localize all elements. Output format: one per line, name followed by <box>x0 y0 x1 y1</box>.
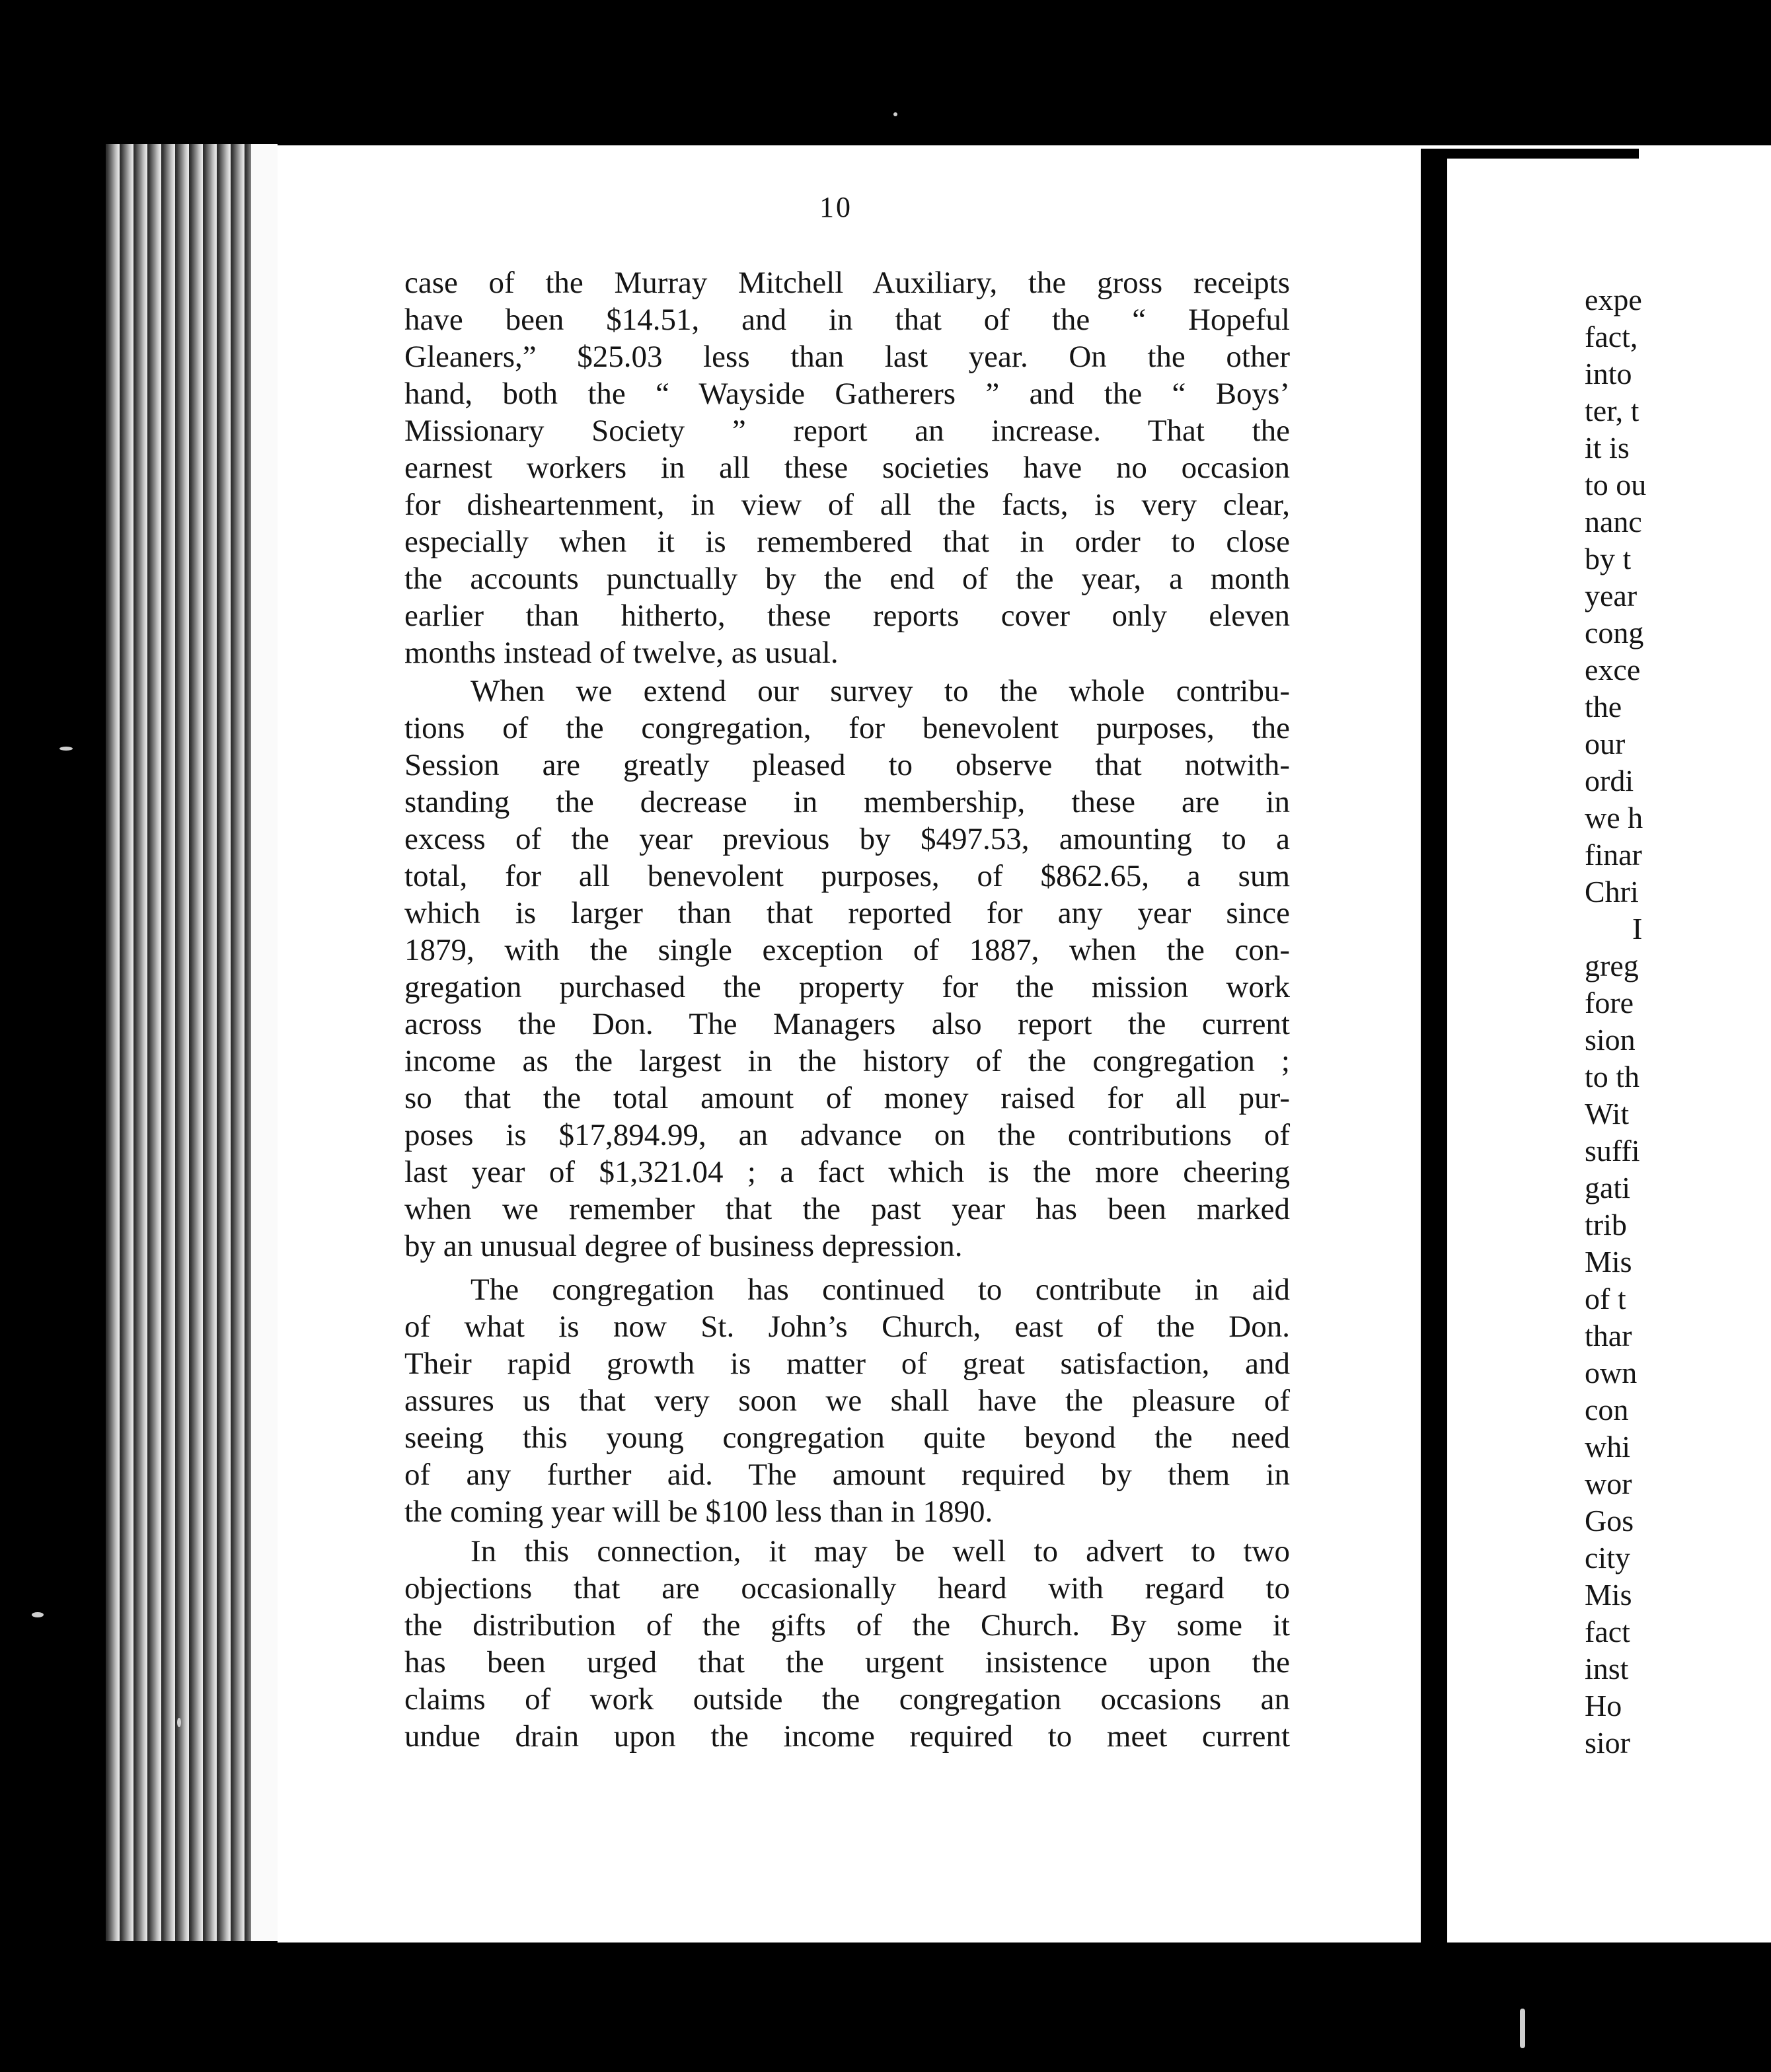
page-number: 10 <box>819 191 852 223</box>
text-fragment: to ou <box>1585 468 1647 501</box>
scan-speck <box>32 1612 44 1617</box>
page-edges <box>106 144 278 1941</box>
text-fragment: expe <box>1585 283 1642 316</box>
text-fragment: Wit <box>1585 1097 1630 1130</box>
text-fragment: I <box>1632 912 1643 945</box>
text-fragment: Ho <box>1585 1689 1622 1722</box>
text-line: have been $14.51, and in that of the “ Hopeful <box>404 303 1290 337</box>
text-line: Gleaners,” $25.03 less than last year. On the other <box>404 340 1290 374</box>
text-line: especially when it is remembered that in order to close <box>404 525 1290 559</box>
text-line: case of the Murray Mitchell Auxiliary, the gross receipts <box>404 266 1290 300</box>
text-fragment: greg <box>1585 949 1639 982</box>
text-line: the accounts punctually by the end of the year, a month <box>404 562 1290 596</box>
text-fragment: con <box>1585 1393 1629 1426</box>
text-fragment: whi <box>1585 1430 1630 1463</box>
text-line: when we remember that the past year has been marked <box>404 1192 1290 1226</box>
text-line: 1879, with the single exception of 1887, when the con- <box>404 933 1290 967</box>
text-fragment: fore <box>1585 986 1634 1019</box>
text-fragment: ter, t <box>1585 394 1639 427</box>
text-line: Session are greatly pleased to observe that notwith- <box>404 748 1290 782</box>
text-fragment: trib <box>1585 1208 1627 1241</box>
text-line: standing the decrease in membership, these are in <box>404 785 1290 819</box>
scan-speck <box>1520 2009 1525 2048</box>
text-line: hand, both the “ Wayside Gatherers ” and the “ Boys’ <box>404 377 1290 411</box>
text-line: which is larger than that reported for any year since <box>404 896 1290 930</box>
text-line: the coming year will be $100 less than in 1890. <box>404 1495 993 1529</box>
text-fragment: into <box>1585 357 1632 390</box>
text-line: Their rapid growth is matter of great satisfaction, and <box>404 1347 1290 1381</box>
text-line: by an unusual degree of business depression. <box>404 1229 963 1263</box>
text-fragment: city <box>1585 1541 1630 1574</box>
text-fragment: we h <box>1585 801 1643 834</box>
scan-speck <box>177 1718 181 1727</box>
text-fragment: fact <box>1585 1615 1630 1648</box>
text-fragment: to th <box>1585 1060 1640 1093</box>
text-line: objections that are occasionally heard with regard to <box>404 1571 1290 1606</box>
text-line: for disheartenment, in view of all the facts, is very clear, <box>404 488 1290 522</box>
text-line: assures us that very soon we shall have the pleasure of <box>404 1384 1290 1418</box>
text-fragment: ordi <box>1585 764 1634 797</box>
text-line: When we extend our survey to the whole contribu- <box>471 674 1290 708</box>
text-line: poses is $17,894.99, an advance on the contributions of <box>404 1118 1290 1152</box>
text-fragment: wor <box>1585 1467 1632 1500</box>
text-fragment: Gos <box>1585 1504 1634 1537</box>
text-fragment: exce <box>1585 653 1641 686</box>
text-line: Missionary Society ” report an increase. That the <box>404 414 1290 448</box>
text-line: last year of $1,321.04 ; a fact which is the more cheering <box>404 1155 1290 1189</box>
text-line: has been urged that the urgent insistence upon the <box>404 1645 1290 1680</box>
text-line: so that the total amount of money raised for all pur- <box>404 1081 1290 1115</box>
text-line: undue drain upon the income required to meet current <box>404 1719 1290 1754</box>
scan-speck <box>59 747 73 751</box>
text-fragment: our <box>1585 727 1626 760</box>
text-line: earnest workers in all these societies have no occasion <box>404 451 1290 485</box>
text-line: The congregation has continued to contribute in aid <box>471 1273 1290 1307</box>
text-line: excess of the year previous by $497.53, amounting to a <box>404 822 1290 856</box>
text-fragment: thar <box>1585 1319 1632 1352</box>
text-line: income as the largest in the history of the congregation ; <box>404 1044 1290 1078</box>
text-fragment: year <box>1585 579 1638 612</box>
text-fragment: sion <box>1585 1023 1636 1056</box>
text-line: of any further aid. The amount required by them in <box>404 1458 1290 1492</box>
text-line: months instead of twelve, as usual. <box>404 636 839 670</box>
text-line: earlier than hitherto, these reports cover only eleven <box>404 599 1290 633</box>
text-fragment: it is <box>1585 431 1630 464</box>
text-fragment: gati <box>1585 1171 1630 1204</box>
text-line: total, for all benevolent purposes, of $862.65, a sum <box>404 859 1290 893</box>
text-fragment: fact, <box>1585 320 1638 353</box>
text-line: across the Don. The Managers also report the current <box>404 1007 1290 1041</box>
text-line: the distribution of the gifts of the Church. By some it <box>404 1608 1290 1643</box>
text-fragment: Chri <box>1585 875 1639 908</box>
text-line: In this connection, it may be well to advert to two <box>471 1534 1290 1569</box>
text-fragment: finar <box>1585 838 1642 871</box>
text-line: tions of the congregation, for benevolent purposes, the <box>404 711 1290 745</box>
text-fragment: suffi <box>1585 1134 1640 1167</box>
text-line: gregation purchased the property for the mission work <box>404 970 1290 1004</box>
text-fragment: inst <box>1585 1652 1629 1685</box>
scan-speck <box>893 112 897 116</box>
text-fragment: nanc <box>1585 505 1642 538</box>
text-fragment: of t <box>1585 1282 1626 1315</box>
text-fragment: the <box>1585 690 1622 723</box>
text-fragment: by t <box>1585 542 1632 575</box>
text-fragment: cong <box>1585 616 1644 649</box>
text-fragment: Mis <box>1585 1578 1632 1611</box>
text-fragment: Mis <box>1585 1245 1632 1278</box>
text-fragment: own <box>1585 1356 1638 1389</box>
text-fragment: sior <box>1585 1726 1630 1759</box>
text-line: seeing this young congregation quite beyond the need <box>404 1421 1290 1455</box>
text-line: of what is now St. John’s Church, east of the Don. <box>404 1310 1290 1344</box>
text-line: claims of work outside the congregation occasions an <box>404 1682 1290 1717</box>
